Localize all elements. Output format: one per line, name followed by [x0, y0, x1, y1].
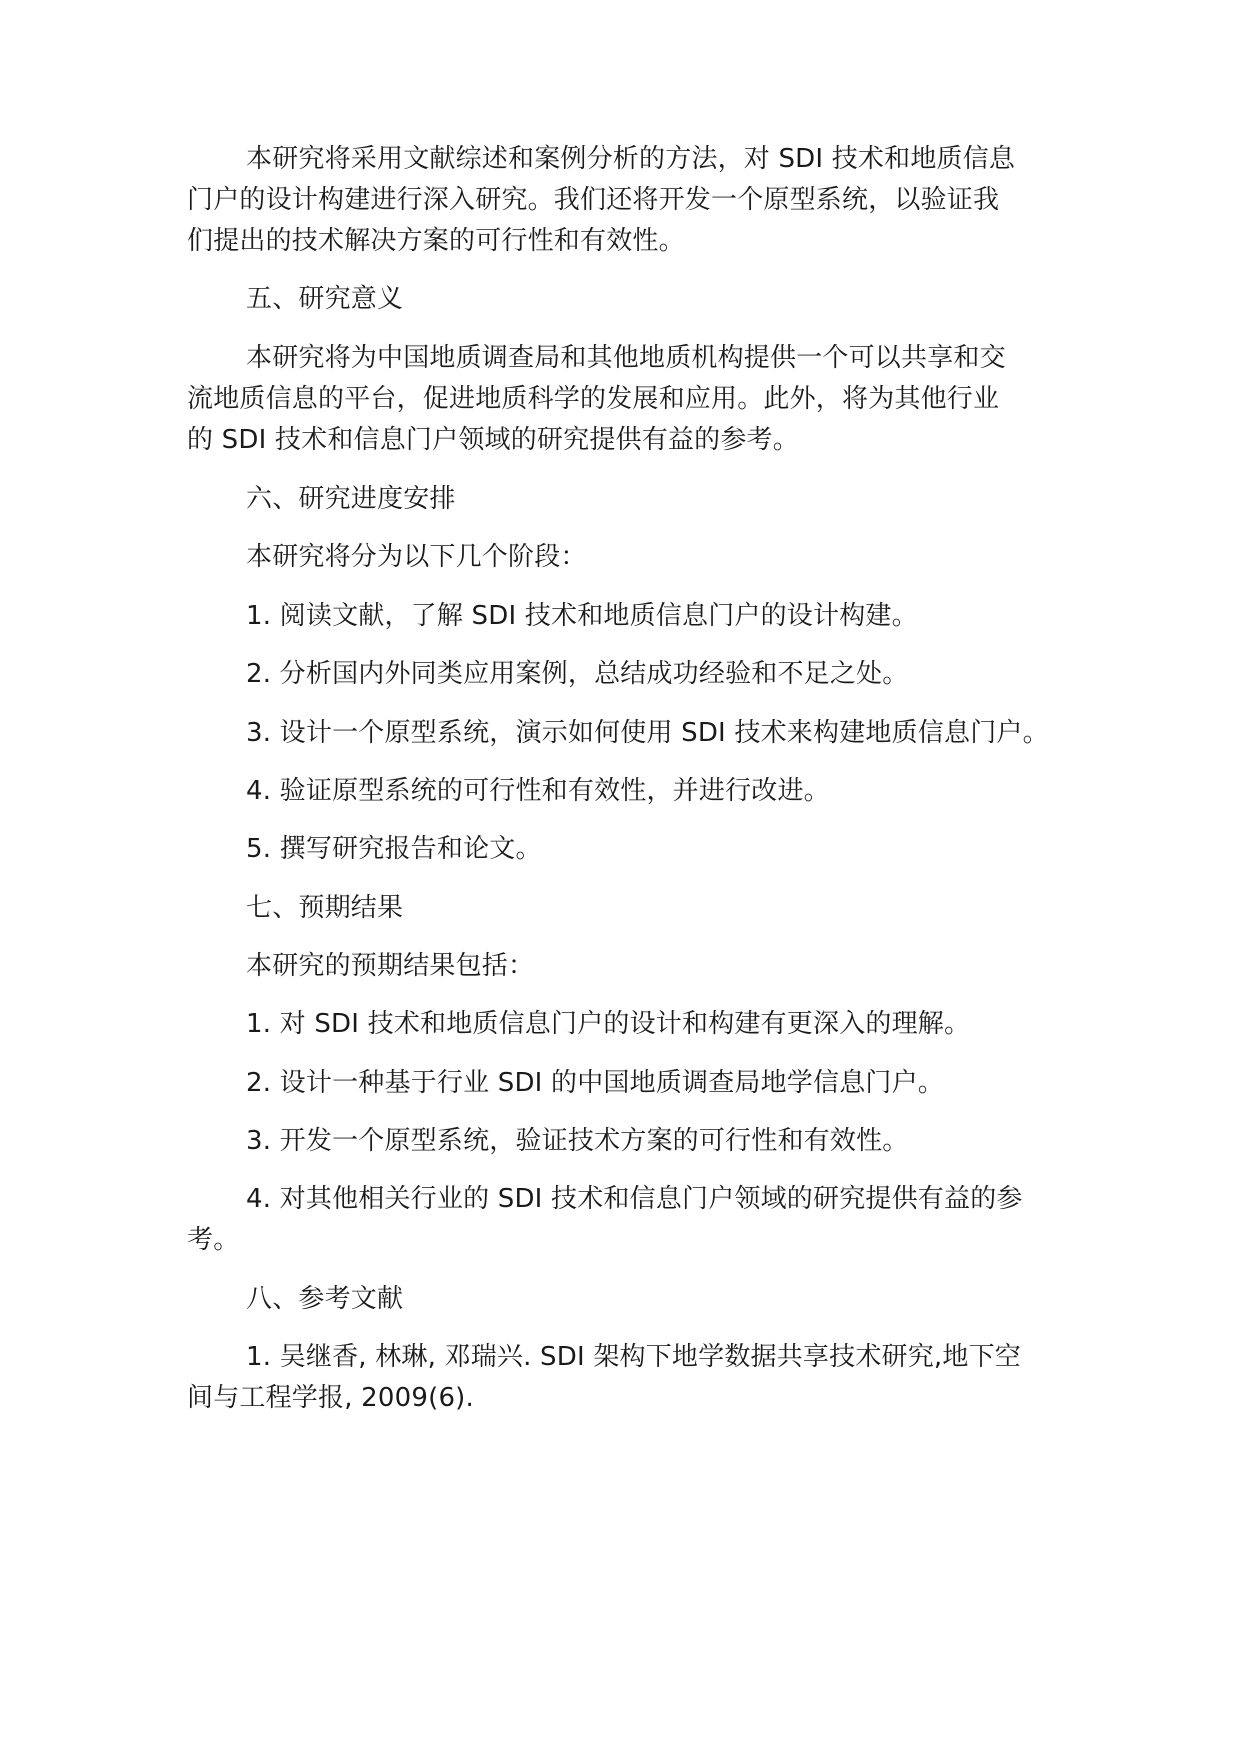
- para-method-line-3: 们提出的技术解决方案的可行性和有效性。: [187, 226, 685, 256]
- heading-schedule: 六、研究进度安排: [246, 484, 456, 514]
- para-significance-line-2: 流地质信息的平台，促进地质科学的发展和应用。此外，将为其他行业: [187, 384, 1000, 414]
- schedule-item-1: 1. 阅读文献，了解 SDI 技术和地质信息门户的设计构建。: [246, 601, 918, 631]
- heading-significance: 五、研究意义: [246, 284, 404, 314]
- result-item-2: 2. 设计一种基于行业 SDI 的中国地质调查局地学信息门户。: [246, 1068, 944, 1098]
- schedule-item-3: 3. 设计一个原型系统，演示如何使用 SDI 技术来构建地质信息门户。: [246, 718, 1049, 748]
- result-item-1: 1. 对 SDI 技术和地质信息门户的设计和构建有更深入的理解。: [246, 1009, 971, 1039]
- para-significance-line-1: 本研究将为中国地质调查局和其他地质机构提供一个可以共享和交: [246, 343, 1006, 373]
- heading-results: 七、预期结果: [246, 893, 404, 923]
- para-method-line-2: 门户的设计构建进行深入研究。我们还将开发一个原型系统，以验证我: [187, 185, 1000, 215]
- reference-item-1-line-2: 间与工程学报, 2009(6).: [187, 1383, 474, 1413]
- para-significance-line-3: 的 SDI 技术和信息门户领域的研究提供有益的参考。: [187, 425, 799, 455]
- result-item-3: 3. 开发一个原型系统，验证技术方案的可行性和有效性。: [246, 1126, 909, 1156]
- reference-item-1-line-1: 1. 吴继香, 林琳, 邓瑞兴. SDI 架构下地学数据共享技术研究,地下空: [246, 1342, 1021, 1372]
- heading-references: 八、参考文献: [246, 1284, 404, 1314]
- result-item-4-line-2: 考。: [187, 1225, 240, 1255]
- result-item-4-line-1: 4. 对其他相关行业的 SDI 技术和信息门户领域的研究提供有益的参: [246, 1184, 1023, 1214]
- schedule-item-4: 4. 验证原型系统的可行性和有效性，并进行改进。: [246, 776, 830, 806]
- para-results-intro: 本研究的预期结果包括：: [246, 951, 535, 981]
- para-schedule-intro: 本研究将分为以下几个阶段：: [246, 542, 587, 572]
- para-method-line-1: 本研究将采用文献综述和案例分析的方法，对 SDI 技术和地质信息: [246, 144, 1016, 174]
- schedule-item-5: 5. 撰写研究报告和论文。: [246, 834, 542, 864]
- schedule-item-2: 2. 分析国内外同类应用案例，总结成功经验和不足之处。: [246, 659, 909, 689]
